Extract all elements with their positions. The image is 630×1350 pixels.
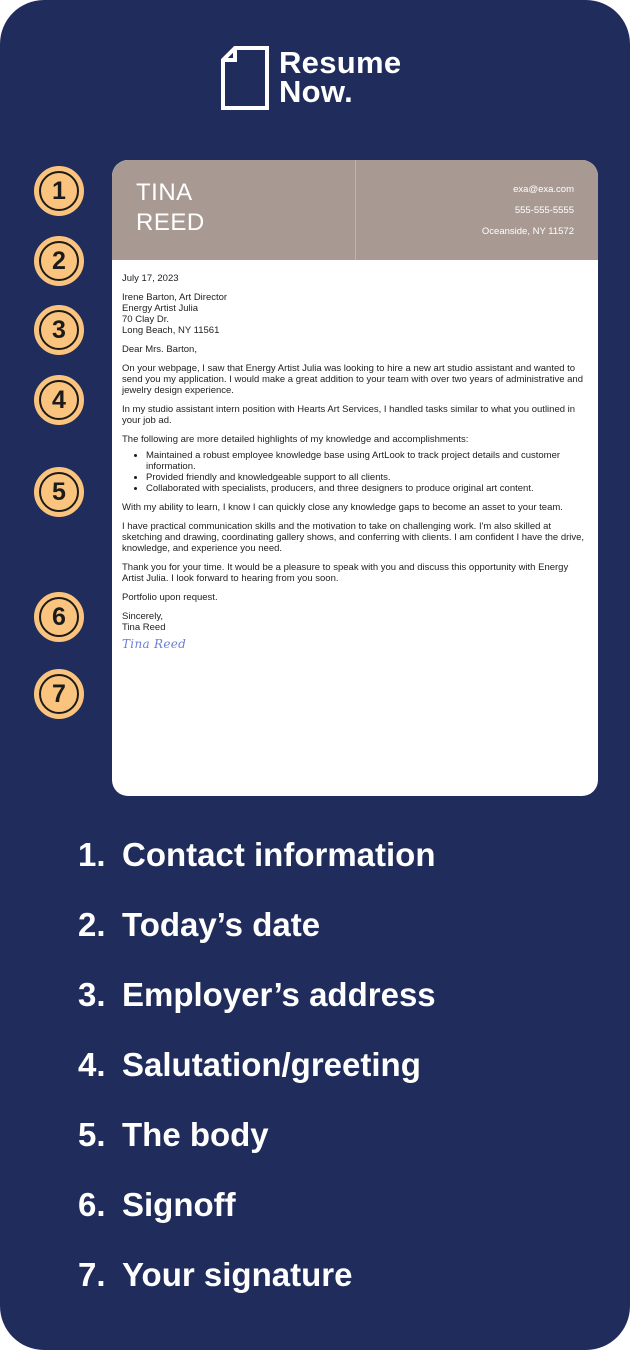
legend-number: 7. [78,1256,106,1293]
highlight-item: • Maintained a robust employee knowledge base using ArtLook to track project details and customer information. [146,450,590,472]
highlight-item: • Collaborated with specialists, producers, and three designers to produce original art content. [146,483,590,494]
document-icon [221,46,269,110]
legend-item [78,1184,436,1254]
contact-details [482,179,574,242]
badge-1 [34,166,84,216]
badge-2 [34,236,84,286]
section-legend [78,834,436,1324]
legend-label: Your signature [122,1256,353,1293]
legend-item [78,1114,436,1184]
badge-7 [34,669,84,719]
letter-signoff [122,611,590,633]
logo-wordmark [279,45,402,109]
legend-number: 3. [78,976,106,1013]
signoff-text: Sincerely, [122,611,164,622]
legend-item [78,1254,436,1324]
legend-number: 2. [78,906,106,943]
badge-number: 6 [39,597,79,637]
last-name: REED [136,209,205,236]
letter-header [112,160,598,260]
highlight-item: • Provided friendly and knowledgeable support to all clients. [146,472,590,483]
handwritten-signature: Tina Reed [122,637,187,651]
badge-number: 1 [39,171,79,211]
legend-number: 4. [78,1046,106,1083]
legend-number: 5. [78,1116,106,1153]
legend-label: Signoff [122,1186,236,1223]
badge-4 [34,375,84,425]
legend-label: The body [122,1116,269,1153]
legend-item [78,974,436,1044]
recipient-line: Irene Barton, Art Director [122,292,228,303]
badge-6 [34,592,84,642]
signed-name: Tina Reed [122,622,166,633]
letter-body [122,273,590,650]
legend-item [78,834,436,904]
recipient-address [122,292,590,336]
legend-number: 6. [78,1186,106,1223]
contact-phone: 555-555-5555 [514,205,574,216]
letter-paragraph: The following are more detailed highlights of my knowledge and accomplishments: [122,434,469,445]
badge-number: 5 [39,472,79,512]
legend-label: Contact information [122,836,436,873]
applicant-name [136,178,205,238]
recipient-line: Energy Artist Julia [122,303,199,314]
letter-paragraph: Portfolio upon request. [122,592,218,603]
badge-number: 4 [39,380,79,420]
recipient-line: 70 Clay Dr. [122,314,169,325]
badge-number: 2 [39,241,79,281]
legend-label: Salutation/greeting [122,1046,421,1083]
letter-paragraph: Thank you for your time. It would be a pleasure to speak with you and discuss this opportunity with Energy Artist Julia. I look forward to hearing from you soon. [122,562,569,584]
first-name: TINA [136,179,193,206]
letter-paragraph: In my studio assistant intern position with Hearts Art Services, I handled tasks similar to what you outlined in your job ad. [122,404,576,426]
logo-line-2: Now. [279,74,354,109]
contact-location: Oceanside, NY 11572 [481,226,574,237]
legend-item [78,904,436,974]
letter-paragraph: On your webpage, I saw that Energy Artist Julia was looking to hire a new art studio assistant and wanted to send you my application. I would make a great addition to your team with over two years of administrative and jewelry design experience. [122,363,583,396]
highlights-list [122,450,590,494]
legend-number: 1. [78,836,106,873]
cover-letter-sample [112,160,598,796]
letter-greeting: Dear Mrs. Barton, [122,344,197,355]
letter-paragraph: With my ability to learn, I know I can quickly close any knowledge gaps to become an asset to your team. [122,502,563,513]
badge-number: 7 [39,674,79,714]
logo-line-1: Resume [279,45,402,80]
legend-label: Employer’s address [122,976,436,1013]
letter-date: July 17, 2023 [122,273,179,284]
contact-email: exa@exa.com [513,184,574,195]
badge-3 [34,305,84,355]
resume-now-logo [221,46,401,112]
badge-number: 3 [39,310,79,350]
letter-paragraph: I have practical communication skills and the motivation to take on challenging work. I'm also skilled at sketching and drawing, coordinating gallery shows, and conferring with clients. I am confident I have the drive, knowledge, and experience you need. [122,521,585,554]
recipient-line: Long Beach, NY 11561 [122,325,220,336]
header-divider [355,160,356,260]
legend-item [78,1044,436,1114]
badge-5 [34,467,84,517]
legend-label: Today’s date [122,906,321,943]
